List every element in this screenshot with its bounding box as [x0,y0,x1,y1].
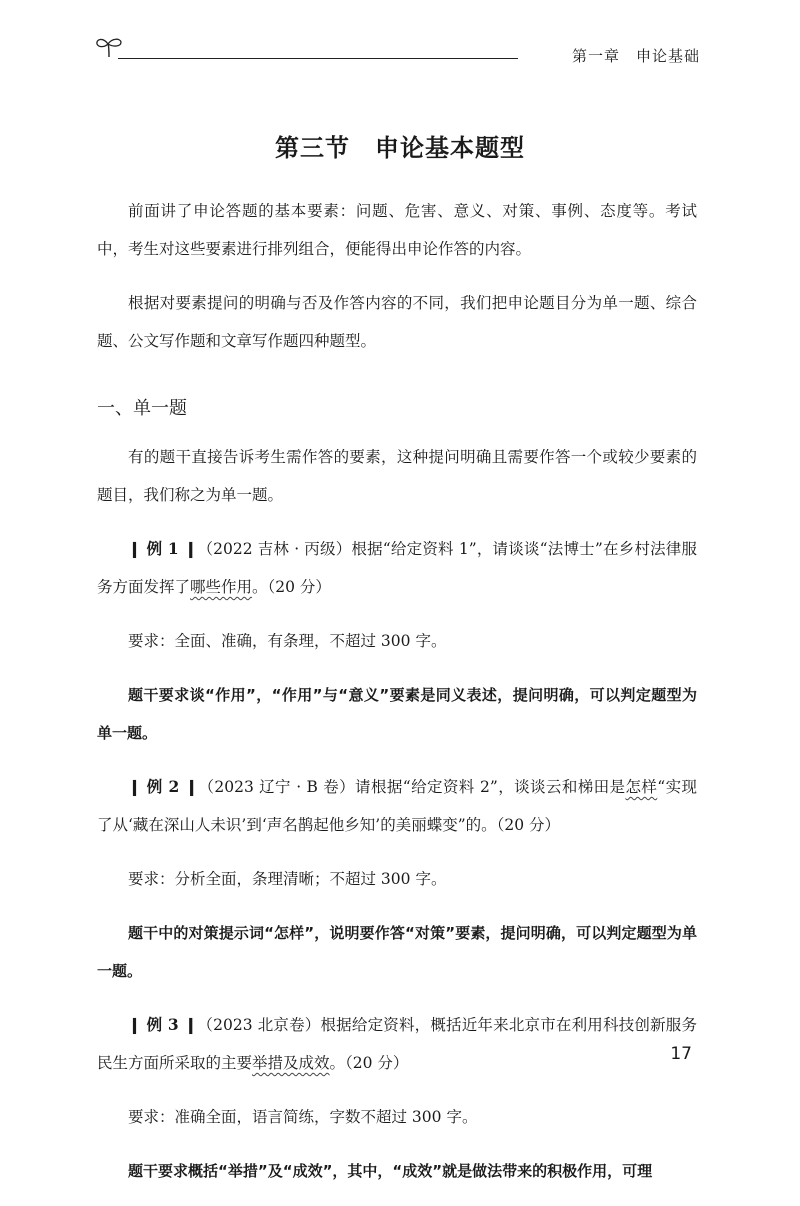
example-3-requirement: 要求：准确全面，语言简练，字数不超过 300 字。 [128,1108,478,1126]
example-2-rest: “实现了从‘藏在深山人未识’到‘声名鹊起他乡知’的美丽蝶变”的。（20 分） [97,778,697,834]
intro-paragraph-2: 根据对要素提问的明确与否及作答内容的不同，我们把申论题目分为单一题、综合题、公文写作题和文章写作题四种题型。 [97,294,697,350]
chapter-label: 第一章 申论基础 [571,47,700,65]
example-1-text: （2022 吉林 · 丙级）根据“给定资料 1”，请谈谈“法博士”在乡村法律服务方面发挥了 [97,540,697,596]
header-rule [118,58,518,59]
example-3-analysis: 题干要求概括“举措”及“成效”，其中，“成效”就是做法带来的积极作用，可理 [128,1162,653,1180]
example-3-question [97,1006,697,1082]
example-1-keyword: 哪些作用 [190,578,253,596]
example-3-keyword: 举措及成效 [252,1054,330,1072]
example-3-text: （2023 北京卷）根据给定资料，概括近年来北京市在利用科技创新服务民生方面所采取的主要 [97,1016,697,1072]
definition-paragraph: 有的题干直接告诉考生需作答的要素，这种提问明确且需要作答一个或较少要素的题目，我们称之为单一题。 [97,448,697,504]
intro-paragraph-1: 前面讲了申论答题的基本要素：问题、危害、意义、对策、事例、态度等。考试中，考生对这些要素进行排列组合，便能得出申论作答的内容。 [97,202,697,258]
example-2-analysis: 题干中的对策提示词“怎样”，说明要作答“对策”要素，提问明确，可以判定题型为单一题。 [97,924,697,980]
example-1-score: 。（20 分） [252,578,331,596]
example-1-question [97,530,697,606]
example-2-keyword: 怎样 [625,778,658,796]
body-text [97,192,697,1206]
example-2-question [97,768,697,844]
example-3-label: ❙ 例 3 ❙ [128,1015,198,1034]
sprout-icon [94,36,124,58]
section-title: 第三节 申论基本题型 [275,134,525,162]
example-2-requirement: 要求：分析全面，条理清晰；不超过 300 字。 [128,870,447,888]
example-2-label: ❙ 例 2 ❙ [128,777,199,796]
example-3-score: 。（20 分） [329,1054,409,1072]
example-1-label: ❙ 例 1 ❙ [128,539,198,558]
subsection-heading: 一、单一题 [97,398,187,419]
example-1-requirement: 要求：全面、准确，有条理，不超过 300 字。 [128,632,447,650]
example-2-text: （2023 辽宁 · B 卷）请根据“给定资料 2”，谈谈云和梯田是 [198,778,626,796]
page-number: 17 [670,1044,692,1064]
example-1-analysis: 题干要求谈“作用”，“作用”与“意义”要素是同义表述，提问明确，可以判定题型为单一题。 [97,686,697,742]
